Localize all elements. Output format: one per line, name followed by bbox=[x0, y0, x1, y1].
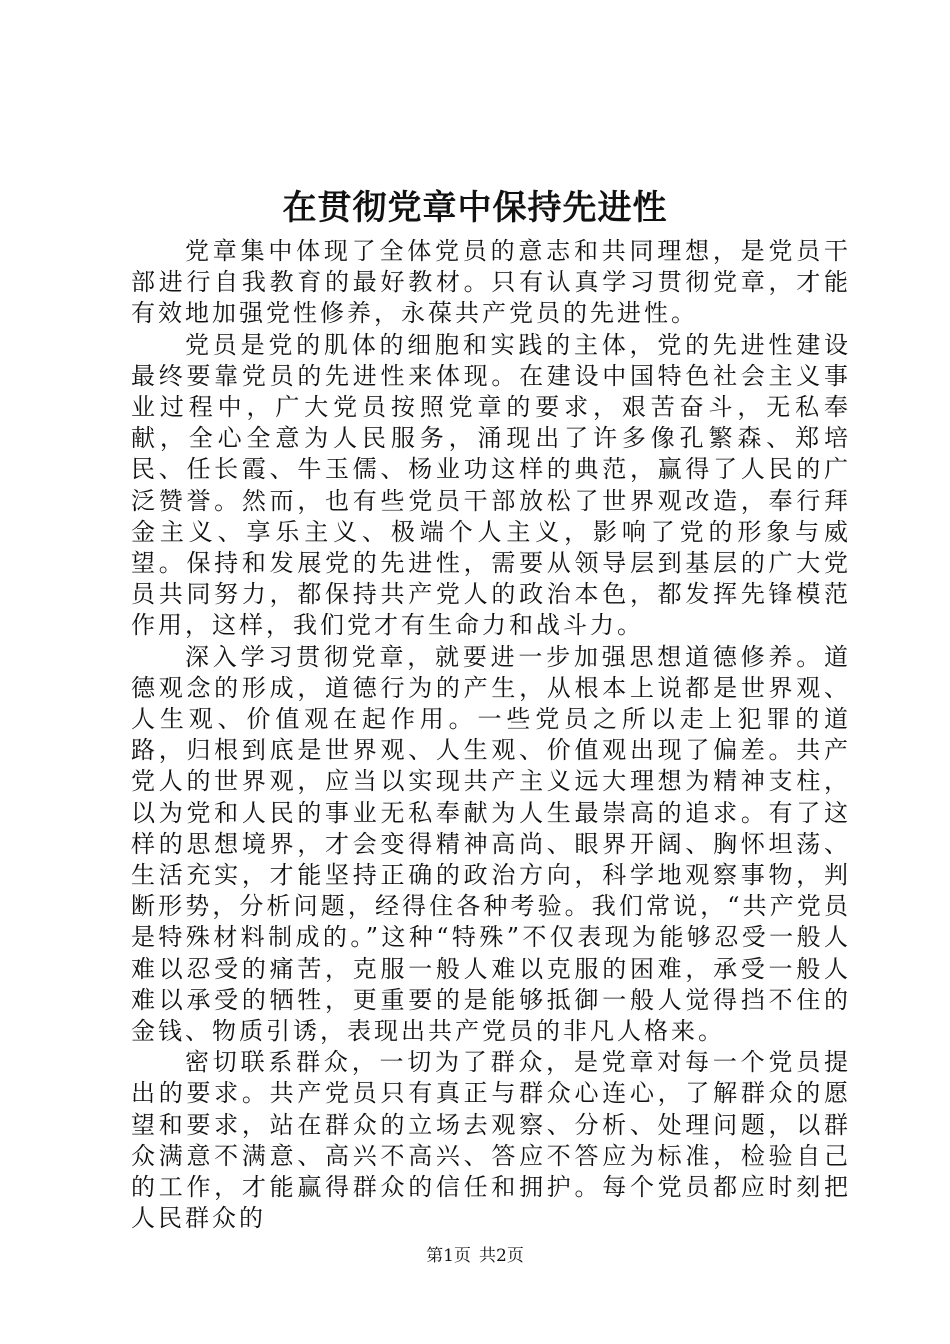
document-title: 在贯彻党章中保持先进性 bbox=[282, 188, 668, 228]
paragraph-1: 党章集中体现了全体党员的意志和共同理想，是党员干部进行自我教育的最好教材。只有认真学习贯彻党章，才能有效地加强党性修养，永葆共产党员的先进性。 bbox=[131, 237, 851, 328]
paragraph-2: 党员是党的肌体的细胞和实践的主体，党的先进性建设最终要靠党员的先进性来体现。在建设中国特色社会主义事业过程中，广大党员按照党章的要求，艰苦奋斗，无私奉献，全心全意为人民服务，涌现出了许多像孔繁森、郑培民、任长霞、牛玉儒、杨业功这样的典范，赢得了人民的广泛赞誉。然而，也有些党员干部放松了世界观改造，奉行拜金主义、享乐主义、极端个人主义，影响了党的形象与威望。保持和发展党的先进性，需要从领导层到基层的广大党员共同努力，都保持共产党人的政治本色，都发挥先锋模范作用，这样，我们党才有生命力和战斗力。 bbox=[131, 330, 851, 640]
total-page-count: 共2页 bbox=[479, 1246, 524, 1266]
current-page-number: 第1页 bbox=[426, 1246, 471, 1266]
paragraph-3: 深入学习贯彻党章，就要进一步加强思想道德修养。道德观念的形成，道德行为的产生，从根本上说都是世界观、人生观、价值观在起作用。一些党员之所以走上犯罪的道路，归根到底是世界观、人生观、价值观出现了偏差。共产党人的世界观，应当以实现共产主义远大理想为精神支柱，以为党和人民的事业无私奉献为人生最崇高的追求。有了这样的思想境界，才会变得精神高尚、眼界开阔、胸怀坦荡、生活充实，才能坚持正确的政治方向，科学地观察事物，判断形势，分析问题，经得住各种考验。我们常说，“共产党员是特殊材料制成的。”这种“特殊”不仅表现为能够忍受一般人难以忍受的痛苦，克服一般人难以克服的困难，承受一般人难以承受的牺牲，更重要的是能够抵御一般人觉得挡不住的金钱、物质引诱，表现出共产党员的非凡人格来。 bbox=[131, 642, 851, 1046]
page-footer bbox=[0, 1245, 950, 1267]
document-body bbox=[131, 236, 851, 1235]
paragraph-4: 密切联系群众，一切为了群众，是党章对每一个党员提出的要求。共产党员只有真正与群众心连心，了解群众的愿望和要求，站在群众的立场去观察、分析、处理问题，以群众满意不满意、高兴不高兴、答应不答应为标准，检验自己的工作，才能赢得群众的信任和拥护。每个党员都应时刻把人民群众的 bbox=[131, 1048, 851, 1233]
